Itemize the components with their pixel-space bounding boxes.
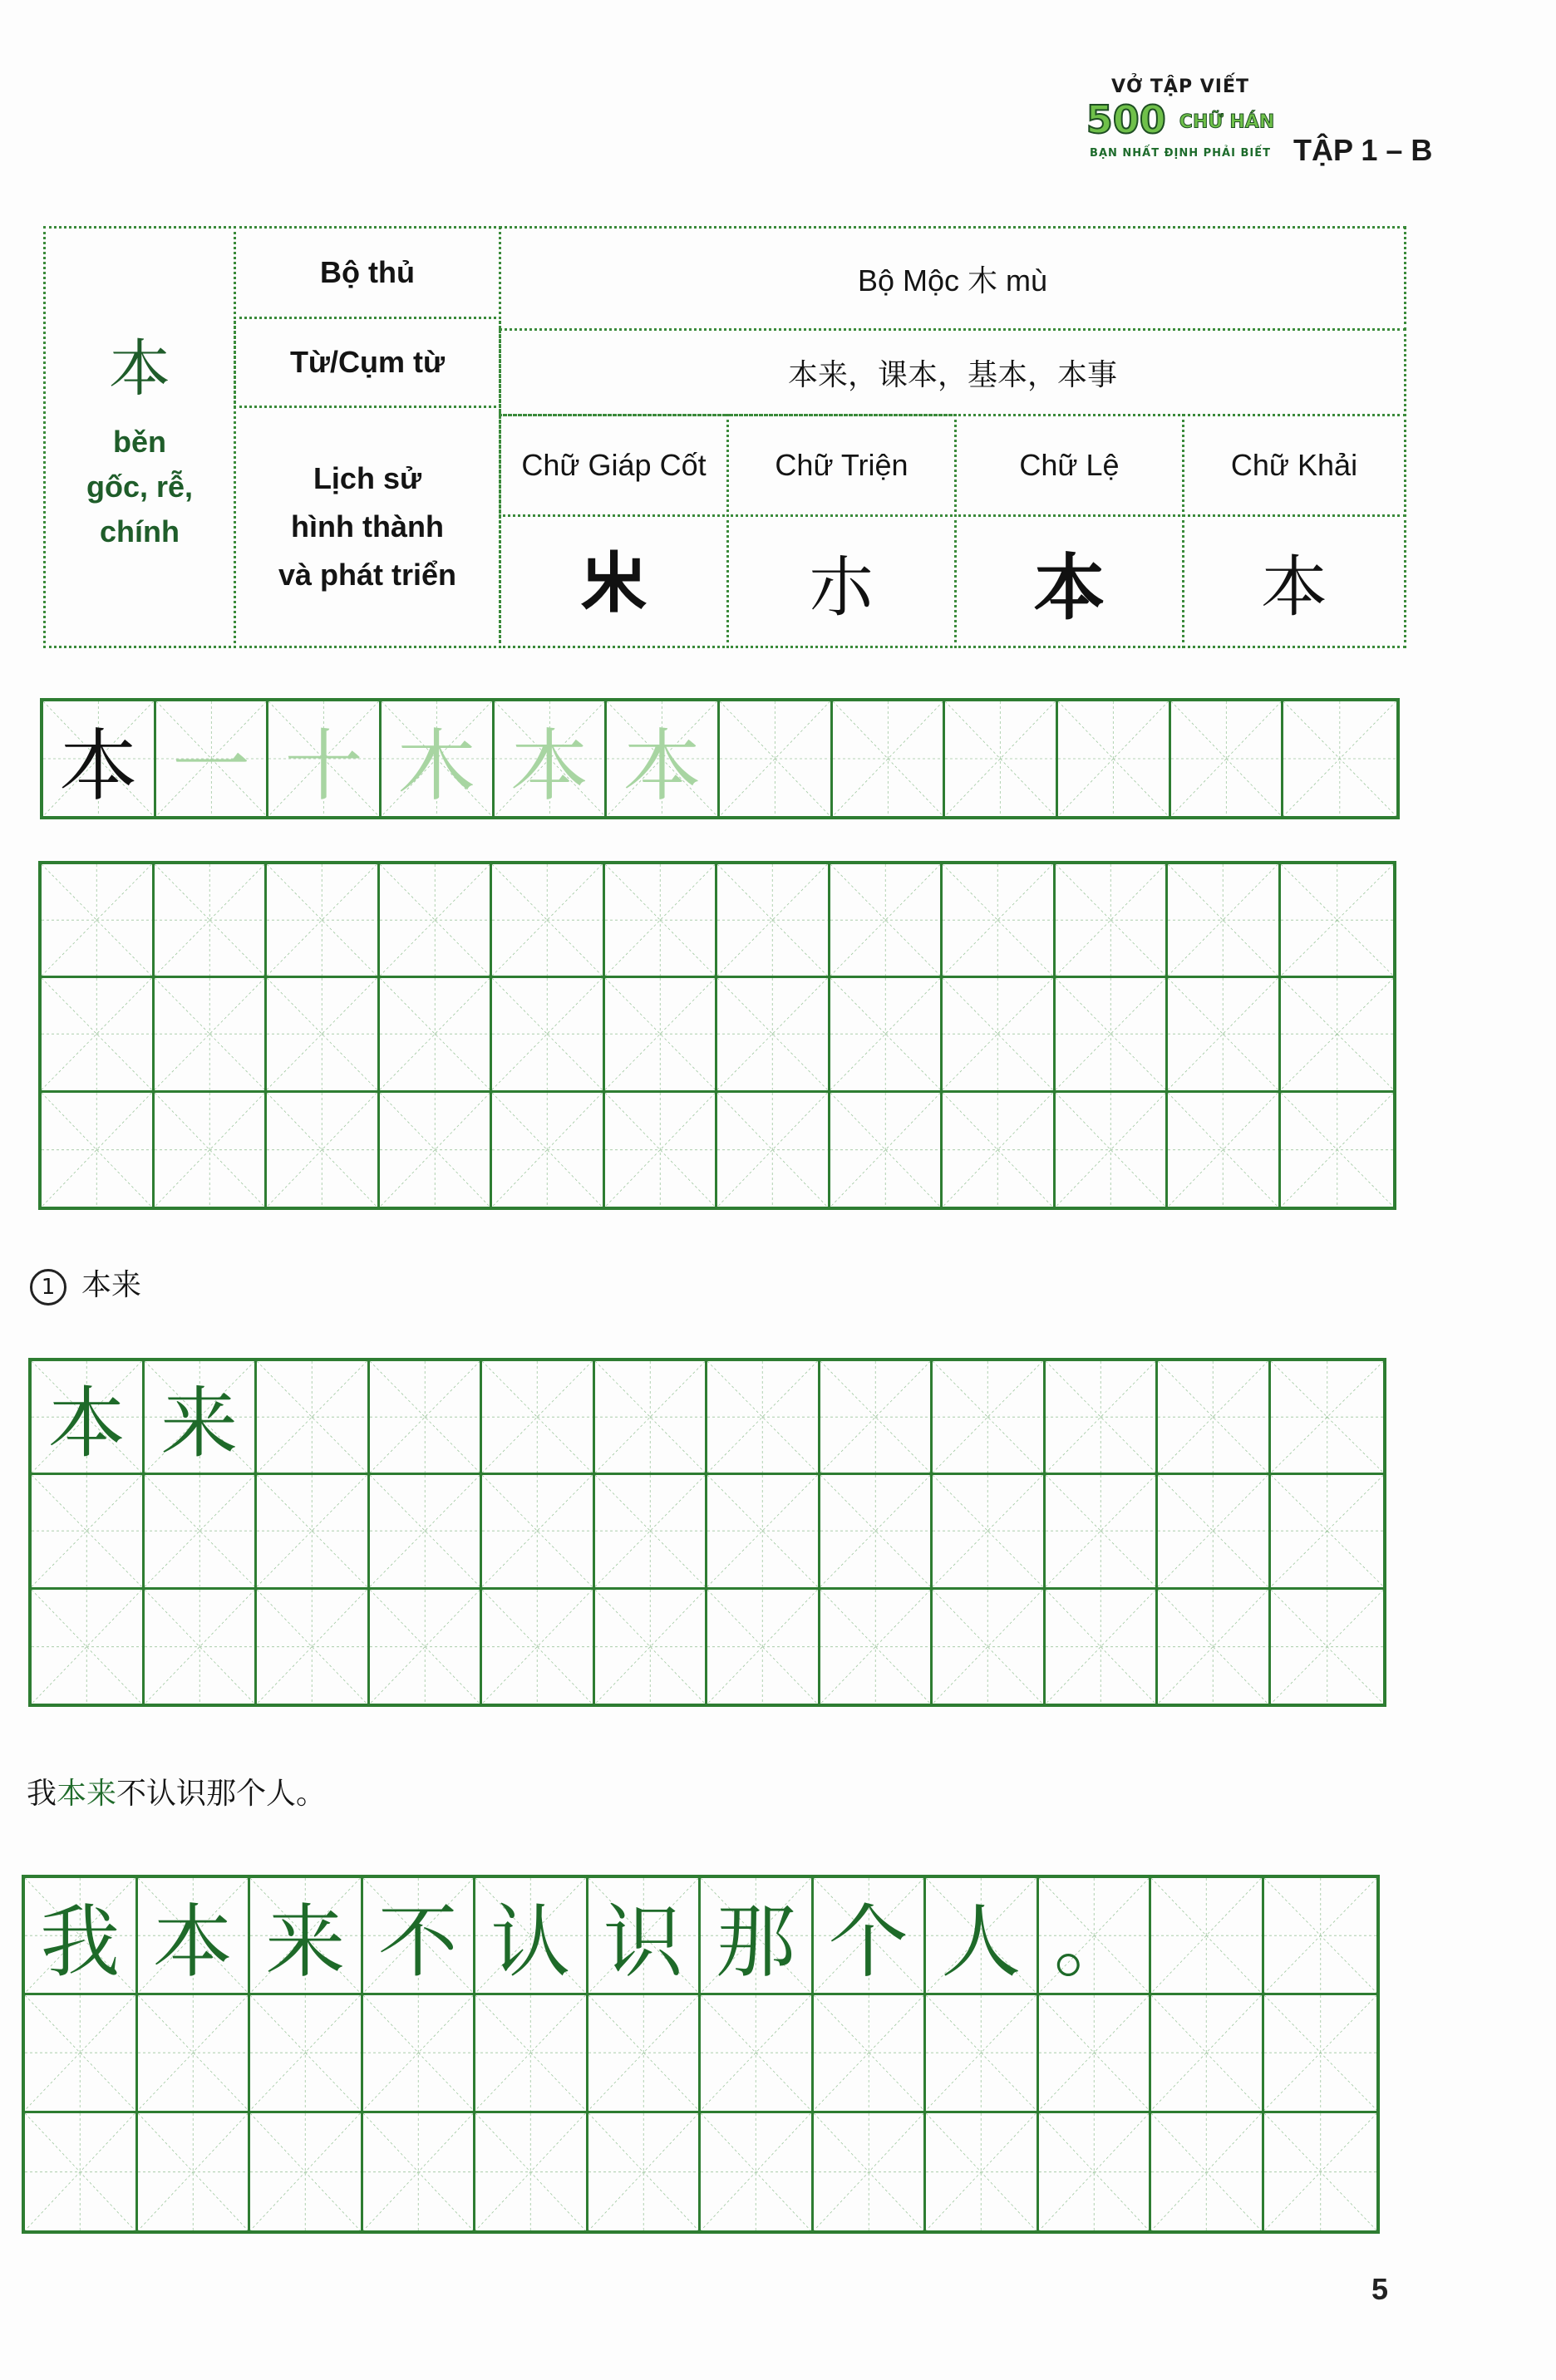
cell-guide-lines [145, 1590, 255, 1704]
cell-guide-lines [717, 864, 828, 976]
cell-guide-lines [820, 1361, 931, 1473]
cell-guide-lines [1158, 1590, 1268, 1704]
grid-cell[interactable] [32, 1475, 145, 1589]
grid-cell[interactable] [475, 1995, 588, 2112]
grid-cell[interactable] [482, 1361, 595, 1475]
cell-guide-lines [1151, 1995, 1262, 2110]
grid-cell[interactable] [42, 864, 155, 978]
words-value: 本来，课本，基本，本事 [499, 328, 1406, 416]
practice-character: 不 [377, 1895, 458, 1989]
grid-row [43, 701, 1396, 816]
cell-guide-lines [717, 978, 828, 1089]
cell-guide-lines [701, 1995, 811, 2110]
cell-guide-lines [1046, 1475, 1156, 1586]
cell-guide-lines [833, 701, 943, 816]
page-number: 5 [1371, 2272, 1389, 2306]
grid-cell[interactable] [701, 1995, 814, 2112]
cell-guide-lines [475, 1995, 586, 2110]
cell-guide-lines [605, 1093, 716, 1207]
grid-cell[interactable] [926, 1878, 1039, 1995]
grid-cell[interactable] [475, 2113, 588, 2230]
cell-guide-lines [155, 864, 265, 976]
history-label-line-2: hình thành [291, 509, 444, 543]
cell-guide-lines [145, 1475, 255, 1586]
practice-grid-1 [38, 861, 1396, 1210]
brand-number: 500 CHỮ HÁN [1086, 97, 1275, 142]
grid-cell[interactable] [482, 1475, 595, 1589]
cell-guide-lines [595, 1361, 706, 1473]
cell-guide-lines [830, 978, 941, 1089]
cell-guide-lines [32, 1590, 142, 1704]
grid-cell[interactable] [370, 1590, 483, 1704]
cell-guide-lines [138, 1995, 249, 2110]
cell-guide-lines [380, 978, 490, 1089]
grid-cell[interactable] [1046, 1590, 1159, 1704]
grid-cell[interactable] [492, 978, 605, 1092]
grid-cell[interactable] [607, 701, 720, 816]
grid-cell[interactable] [720, 701, 833, 816]
cell-guide-lines [155, 1093, 265, 1207]
cell-guide-lines [933, 1475, 1043, 1586]
cell-guide-lines [945, 701, 1056, 816]
grid-cell[interactable] [370, 1475, 483, 1589]
grid-cell[interactable] [943, 1093, 1056, 1207]
grid-cell[interactable] [707, 1361, 820, 1475]
practice-character: 本 [152, 1895, 233, 1989]
grid-cell[interactable] [820, 1475, 933, 1589]
cell-guide-lines [1264, 1995, 1377, 2110]
script-name-clerical: Chữ Lệ [954, 414, 1184, 517]
cell-guide-lines [25, 1995, 135, 2110]
practice-character: 本 [47, 1379, 126, 1469]
grid-row [32, 1475, 1383, 1589]
grid-cell[interactable] [257, 1361, 370, 1475]
grid-cell[interactable] [1039, 1995, 1152, 2112]
cell-guide-lines [1046, 1361, 1156, 1473]
grid-cell[interactable] [1281, 1093, 1394, 1207]
grid-row [42, 864, 1393, 978]
grid-cell[interactable] [833, 701, 946, 816]
cell-guide-lines [926, 2113, 1037, 2230]
grid-cell[interactable] [830, 1093, 943, 1207]
practice-character: 我 [40, 1895, 121, 1989]
grid-cell[interactable] [250, 1995, 363, 2112]
grid-cell[interactable] [1039, 1878, 1152, 1995]
cell-guide-lines [250, 2113, 361, 2230]
grid-cell[interactable] [1271, 1361, 1384, 1475]
cell-guide-lines [820, 1590, 931, 1704]
grid-cell[interactable] [1271, 1475, 1384, 1589]
grid-cell[interactable] [257, 1590, 370, 1704]
pinyin: běn [112, 425, 166, 459]
practice-character: 。 [1053, 1895, 1134, 1989]
cell-guide-lines [267, 864, 377, 976]
character-info-table [43, 226, 1406, 648]
grid-cell[interactable] [1151, 2113, 1264, 2230]
grid-row [42, 1093, 1393, 1207]
grid-cell[interactable] [707, 1475, 820, 1589]
grid-cell[interactable] [382, 701, 495, 816]
cell-guide-lines [943, 978, 1053, 1089]
grid-cell[interactable] [250, 1878, 363, 1995]
cell-guide-lines [370, 1361, 480, 1473]
grid-cell[interactable] [926, 1995, 1039, 2112]
cell-guide-lines [814, 1995, 924, 2110]
cell-guide-lines [370, 1590, 480, 1704]
cell-guide-lines [588, 2113, 699, 2230]
cell-guide-lines [830, 864, 941, 976]
grid-cell[interactable] [380, 864, 493, 978]
main-character-cell [43, 226, 236, 648]
grid-cell[interactable] [933, 1590, 1046, 1704]
cell-guide-lines [1281, 864, 1394, 976]
grid-row [32, 1361, 1383, 1475]
cell-guide-lines [588, 1995, 699, 2110]
cell-guide-lines [32, 1475, 142, 1586]
grid-cell[interactable] [1283, 701, 1396, 816]
grid-row [42, 978, 1393, 1092]
grid-cell[interactable] [1271, 1590, 1384, 1704]
cell-guide-lines [1168, 1093, 1278, 1207]
script-glyph-regular: 本 [1182, 514, 1406, 648]
grid-cell[interactable] [492, 864, 605, 978]
grid-cell[interactable] [1046, 1475, 1159, 1589]
practice-character: 一 [171, 720, 250, 812]
cell-guide-lines [701, 2113, 811, 2230]
cell-guide-lines [1283, 701, 1396, 816]
script-glyph-clerical: 本 [954, 514, 1184, 648]
cell-guide-lines [257, 1590, 367, 1704]
grid-cell[interactable] [943, 978, 1056, 1092]
cell-guide-lines [1046, 1590, 1156, 1704]
grid-cell[interactable] [267, 1093, 380, 1207]
cell-guide-lines [380, 864, 490, 976]
cell-guide-lines [363, 1995, 474, 2110]
cell-guide-lines [1168, 864, 1278, 976]
brand-logo [1072, 76, 1288, 176]
meaning-line-1: gốc, rễ, [86, 470, 194, 504]
cell-guide-lines [1271, 1590, 1384, 1704]
radical-label: Bộ thủ [234, 226, 501, 319]
cell-guide-lines [1271, 1361, 1384, 1473]
cell-guide-lines [1151, 1878, 1262, 1993]
cell-guide-lines [1039, 2113, 1150, 2230]
radical-value: Bộ Mộc 木 mù [499, 226, 1406, 331]
grid-cell[interactable] [25, 1878, 138, 1995]
grid-cell[interactable] [588, 2113, 702, 2230]
grid-cell[interactable] [717, 864, 830, 978]
cell-guide-lines [933, 1361, 1043, 1473]
grid-cell[interactable] [43, 701, 156, 816]
grid-cell[interactable] [42, 1093, 155, 1207]
grid-cell[interactable] [257, 1475, 370, 1589]
cell-guide-lines [707, 1590, 818, 1704]
main-character: 本 [109, 333, 170, 405]
grid-cell[interactable] [814, 1995, 927, 2112]
grid-cell[interactable] [25, 1995, 138, 2112]
cell-guide-lines [1056, 978, 1166, 1089]
cell-guide-lines [1058, 701, 1169, 816]
grid-cell[interactable] [25, 2113, 138, 2230]
grid-cell[interactable] [717, 1093, 830, 1207]
cell-guide-lines [1056, 1093, 1166, 1207]
practice-character: 本 [59, 720, 138, 812]
grid-cell[interactable] [1168, 864, 1281, 978]
cell-guide-lines [1281, 1093, 1394, 1207]
cell-guide-lines [155, 978, 265, 1089]
cell-guide-lines [492, 1093, 603, 1207]
grid-cell[interactable] [707, 1590, 820, 1704]
grid-cell[interactable] [145, 1361, 258, 1475]
grid-cell[interactable] [814, 1878, 927, 1995]
grid-cell[interactable] [138, 1995, 251, 2112]
grid-cell[interactable] [933, 1475, 1046, 1589]
cell-guide-lines [1151, 2113, 1262, 2230]
section-1-caption [30, 1261, 141, 1306]
grid-cell[interactable] [155, 1093, 268, 1207]
cell-guide-lines [820, 1475, 931, 1586]
cell-guide-lines [943, 1093, 1053, 1207]
cell-guide-lines [267, 978, 377, 1089]
practice-character: 认 [490, 1895, 571, 1989]
sentence-part-3: 不认识那个人。 [116, 1777, 327, 1811]
grid-row [32, 1590, 1383, 1704]
grid-cell[interactable] [1171, 701, 1284, 816]
grid-cell[interactable] [1281, 978, 1394, 1092]
cell-guide-lines [595, 1590, 706, 1704]
cell-guide-lines [943, 864, 1053, 976]
cell-guide-lines [257, 1361, 367, 1473]
grid-cell[interactable] [363, 1878, 476, 1995]
grid-cell[interactable] [138, 2113, 251, 2230]
cell-guide-lines [42, 978, 152, 1089]
cell-guide-lines [1171, 701, 1282, 816]
cell-guide-lines [363, 2113, 474, 2230]
grid-cell[interactable] [363, 1995, 476, 2112]
grid-row [25, 1878, 1376, 1995]
grid-cell[interactable] [250, 2113, 363, 2230]
cell-guide-lines [482, 1475, 593, 1586]
grid-cell[interactable] [943, 864, 1056, 978]
grid-cell[interactable] [380, 1093, 493, 1207]
stroke-order-grid [40, 698, 1400, 819]
example-sentence [27, 1770, 326, 1812]
cell-guide-lines [717, 1093, 828, 1207]
grid-cell[interactable] [156, 701, 269, 816]
cell-guide-lines [267, 1093, 377, 1207]
practice-character: 来 [160, 1379, 239, 1469]
grid-cell[interactable] [595, 1590, 708, 1704]
grid-cell[interactable] [1056, 864, 1169, 978]
cell-guide-lines [482, 1361, 593, 1473]
cell-guide-lines [707, 1475, 818, 1586]
cell-guide-lines [1158, 1475, 1268, 1586]
cell-guide-lines [42, 864, 152, 976]
grid-cell[interactable] [595, 1361, 708, 1475]
section-number: 1 [30, 1269, 66, 1306]
grid-cell[interactable] [830, 864, 943, 978]
grid-cell[interactable] [370, 1361, 483, 1475]
history-label [234, 406, 501, 648]
practice-character: 那 [716, 1895, 796, 1989]
grid-cell[interactable] [32, 1361, 145, 1475]
grid-cell[interactable] [1158, 1590, 1271, 1704]
grid-cell[interactable] [933, 1361, 1046, 1475]
volume-label: TẬP 1 – B [1293, 133, 1433, 167]
practice-character: 本 [623, 720, 702, 812]
cell-guide-lines [475, 2113, 586, 2230]
script-glyph-oracle: 𣎵 [499, 514, 729, 648]
grid-cell[interactable] [1056, 978, 1169, 1092]
practice-grid-2 [28, 1358, 1386, 1707]
grid-cell[interactable] [926, 2113, 1039, 2230]
meaning-line-2: chính [100, 514, 180, 548]
script-name-oracle: Chữ Giáp Cốt [499, 414, 729, 517]
practice-character: 十 [284, 720, 363, 812]
cell-guide-lines [926, 1995, 1037, 2110]
cell-guide-lines [250, 1995, 361, 2110]
grid-cell[interactable] [42, 978, 155, 1092]
cell-guide-lines [138, 2113, 249, 2230]
sentence-part-1: 我 [27, 1777, 57, 1811]
cell-guide-lines [830, 1093, 941, 1207]
grid-cell[interactable] [1151, 1995, 1264, 2112]
script-glyph-seal: 朩 [726, 514, 957, 648]
grid-cell[interactable] [820, 1590, 933, 1704]
grid-cell[interactable] [605, 1093, 718, 1207]
cell-guide-lines [1168, 978, 1278, 1089]
cell-guide-lines [605, 864, 716, 976]
cell-guide-lines [1271, 1475, 1384, 1586]
grid-cell[interactable] [605, 864, 718, 978]
grid-cell[interactable] [1058, 701, 1171, 816]
grid-row [25, 2113, 1376, 2230]
grid-cell[interactable] [492, 1093, 605, 1207]
grid-cell[interactable] [605, 978, 718, 1092]
cell-guide-lines [1039, 1995, 1150, 2110]
brand-title: VỞ TẬP VIẾT [1111, 76, 1249, 97]
section-word: 本来 [81, 1268, 142, 1302]
grid-cell[interactable] [380, 978, 493, 1092]
cell-guide-lines [605, 978, 716, 1089]
cell-guide-lines [1264, 2113, 1377, 2230]
grid-cell[interactable] [595, 1475, 708, 1589]
grid-cell[interactable] [701, 2113, 814, 2230]
grid-cell[interactable] [1056, 1093, 1169, 1207]
grid-cell[interactable] [1039, 2113, 1152, 2230]
cell-guide-lines [707, 1361, 818, 1473]
grid-cell[interactable] [145, 1590, 258, 1704]
cell-guide-lines [482, 1590, 593, 1704]
practice-character: 人 [941, 1895, 1022, 1989]
practice-character: 本 [510, 720, 588, 812]
cell-guide-lines [1158, 1361, 1268, 1473]
grid-cell[interactable] [268, 701, 382, 816]
practice-character: 木 [397, 720, 476, 812]
grid-cell[interactable] [1046, 1361, 1159, 1475]
grid-cell[interactable] [1158, 1361, 1271, 1475]
cell-guide-lines [1281, 978, 1394, 1089]
practice-character: 来 [265, 1895, 346, 1989]
grid-cell[interactable] [1151, 1878, 1264, 1995]
grid-cell[interactable] [32, 1590, 145, 1704]
grid-cell[interactable] [588, 1878, 702, 1995]
script-name-regular: Chữ Khải [1182, 414, 1406, 517]
grid-cell[interactable] [717, 978, 830, 1092]
cell-guide-lines [25, 2113, 135, 2230]
cell-guide-lines [380, 1093, 490, 1207]
grid-cell[interactable] [1264, 1995, 1377, 2112]
grid-cell[interactable] [1168, 1093, 1281, 1207]
practice-character: 识 [603, 1895, 683, 1989]
grid-cell[interactable] [1264, 1878, 1377, 1995]
grid-cell[interactable] [1281, 864, 1394, 978]
grid-cell[interactable] [1168, 978, 1281, 1092]
cell-guide-lines [1056, 864, 1166, 976]
practice-grid-3 [22, 1875, 1380, 2234]
grid-cell[interactable] [155, 978, 268, 1092]
grid-cell[interactable] [814, 2113, 927, 2230]
grid-cell[interactable] [145, 1475, 258, 1589]
cell-guide-lines [720, 701, 830, 816]
history-label-line-1: Lịch sử [313, 461, 422, 495]
cell-guide-lines [933, 1590, 1043, 1704]
cell-guide-lines [370, 1475, 480, 1586]
grid-cell[interactable] [945, 701, 1058, 816]
grid-row [25, 1995, 1376, 2112]
grid-cell[interactable] [475, 1878, 588, 1995]
words-label: Từ/Cụm từ [234, 317, 501, 408]
cell-guide-lines [1264, 1878, 1377, 1993]
grid-cell[interactable] [267, 978, 380, 1092]
script-name-seal: Chữ Triện [726, 414, 957, 517]
history-label-line-3: và phát triển [278, 558, 457, 592]
grid-cell[interactable] [588, 1995, 702, 2112]
brand-subtitle: BẠN NHẤT ĐỊNH PHẢI BIẾT [1090, 146, 1271, 160]
grid-cell[interactable] [820, 1361, 933, 1475]
grid-cell[interactable] [495, 701, 608, 816]
grid-cell[interactable] [1158, 1475, 1271, 1589]
cell-guide-lines [492, 864, 603, 976]
cell-guide-lines [595, 1475, 706, 1586]
grid-cell[interactable] [701, 1878, 814, 1995]
cell-guide-lines [492, 978, 603, 1089]
grid-cell[interactable] [1264, 2113, 1377, 2230]
cell-guide-lines [42, 1093, 152, 1207]
cell-guide-lines [814, 2113, 924, 2230]
grid-cell[interactable] [138, 1878, 251, 1995]
sentence-part-2: 本来 [57, 1777, 117, 1811]
grid-cell[interactable] [267, 864, 380, 978]
grid-cell[interactable] [482, 1590, 595, 1704]
cell-guide-lines [257, 1475, 367, 1586]
practice-character: 个 [828, 1895, 908, 1989]
grid-cell[interactable] [155, 864, 268, 978]
grid-cell[interactable] [830, 978, 943, 1092]
grid-cell[interactable] [363, 2113, 476, 2230]
